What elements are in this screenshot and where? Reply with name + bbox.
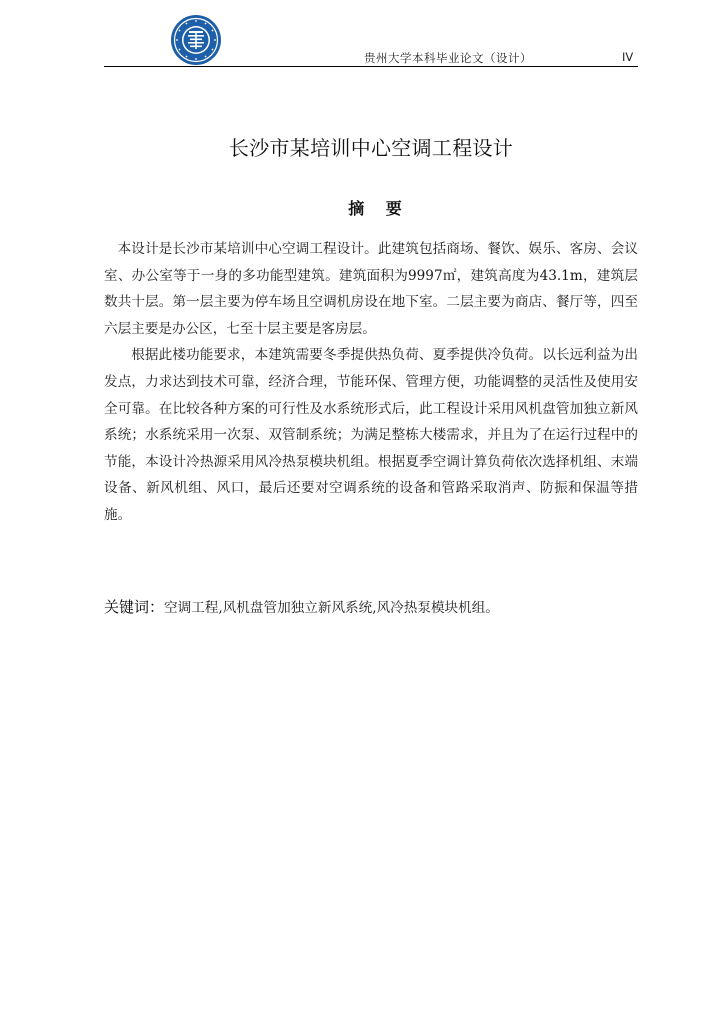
abstract-paragraph: 本设计是长沙市某培训中心空调工程设计。此建筑包括商场、餐饮、娱乐、客房、会议室、办公室等于一身的多功能型建筑。建筑面积为9997㎡，建筑高度为43.1m，建筑层数共十层。第一层主要为停车场且空调机房设在地下室。二层主要为商店、餐厅等，四至六层主要是办公区，七至十层主要是客房层。: [104, 241, 638, 337]
university-seal-icon: [170, 14, 222, 66]
keywords-line: [104, 594, 638, 621]
abstract-heading: 摘 要: [348, 199, 410, 218]
abstract-body: [104, 236, 638, 529]
page-number: IV: [622, 50, 634, 64]
thesis-title: 长沙市某培训中心空调工程设计: [228, 136, 514, 160]
keywords-text: 空调工程,风机盘管加独立新风系统,风冷热泵模块机组。: [164, 600, 499, 616]
abstract-paragraph: 根据此楼功能要求，本建筑需要冬季提供热负荷、夏季提供冷负荷。以长远利益为出发点，力求达到技术可靠，经济合理，节能环保、管理方便，功能调整的灵活性及使用安全可靠。在比较各种方案的可行性及水系统形式后，此工程设计采用风机盘管加独立新风系统；水系统采用一次泵、双管制系统；为满足整栋大楼需求，并且为了在运行过程中的节能，本设计冷热源采用风冷热泵模块机组。根据夏季空调计算负荷依次选择机组、末端设备、新风机组、风口，最后还要对空调系统的设备和管路采取消声、防振和保温等措施。: [104, 347, 638, 523]
running-header: 贵州大学本科毕业论文（设计）: [364, 51, 532, 65]
keywords-label: 关键词：: [104, 598, 165, 616]
header-divider: [104, 66, 638, 67]
